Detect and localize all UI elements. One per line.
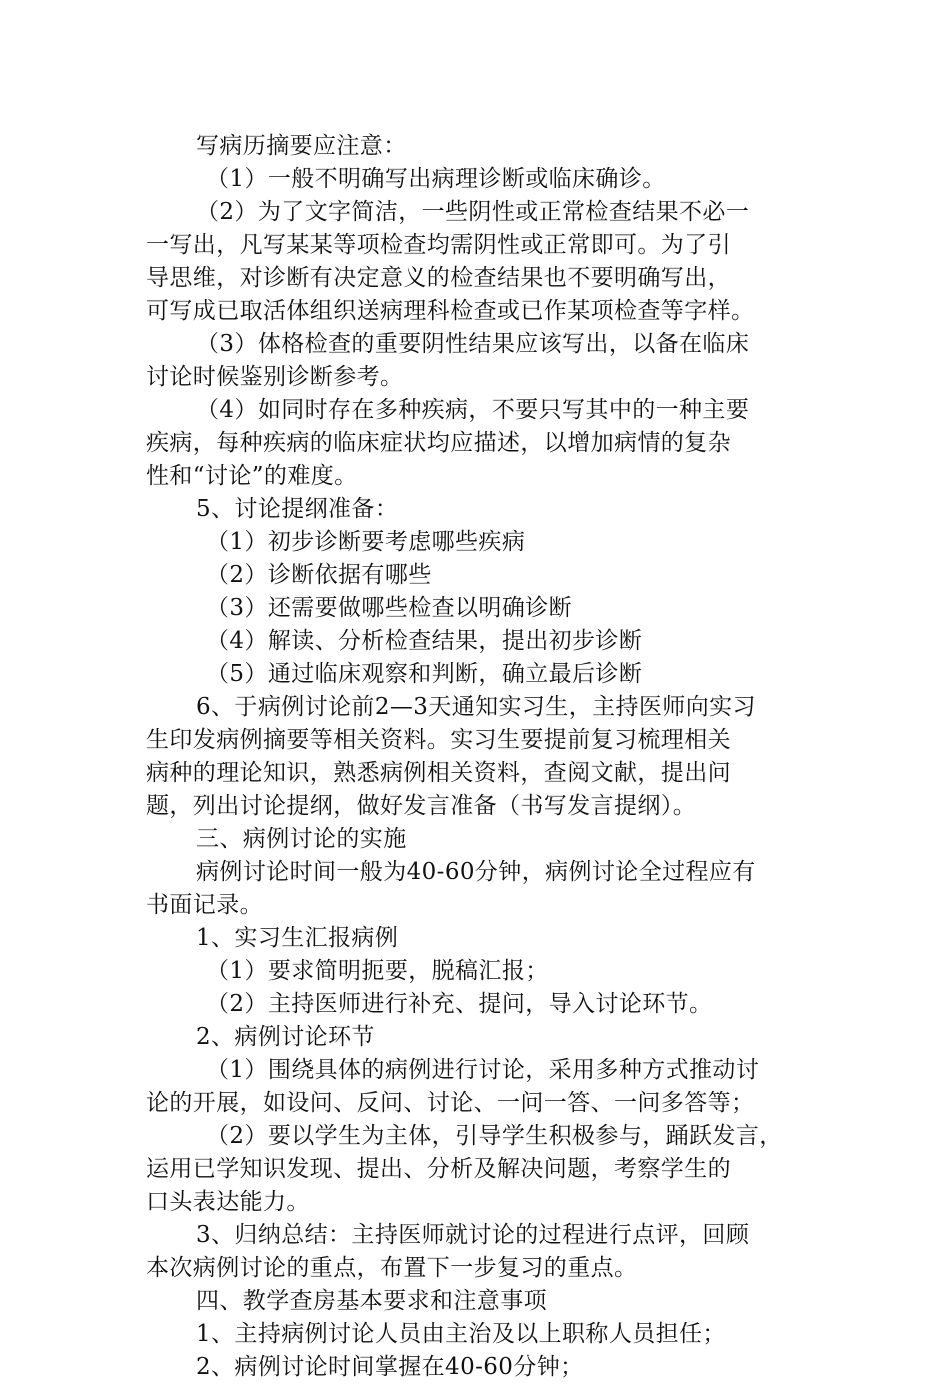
text-line: 三、病例讨论的实施 (196, 826, 407, 852)
text-line: 病种的理论知识，熟悉病例相关资料，查阅文献，提出问 (146, 760, 731, 786)
text-line: 生印发病例摘要等相关资料。实习生要提前复习梳理相关 (146, 727, 731, 753)
text-line: 5、讨论提纲准备： (196, 496, 399, 522)
text-line: （5）通过临床观察和判断，确立最后诊断 (206, 661, 643, 687)
text-line: 1、主持病例讨论人员由主治及以上职称人员担任； (196, 1321, 726, 1347)
text-line: 本次病例讨论的重点，布置下一步复习的重点。 (146, 1255, 638, 1281)
text-line: （1）初步诊断要考虑哪些疾病 (206, 529, 526, 555)
text-line: 论的开展，如设问、反问、讨论、一问一答、一问多答等； (146, 1090, 755, 1116)
text-line: 病例讨论时间一般为40-60分钟，病例讨论全过程应有 (196, 859, 756, 885)
text-line: 书面记录。 (146, 892, 263, 918)
text-line: （3）体格检查的重要阴性结果应该写出，以备在临床 (196, 331, 750, 357)
text-line: （2）诊断依据有哪些 (206, 562, 432, 588)
text-line: （2）为了文字简洁，一些阴性或正常检查结果不必一 (196, 199, 750, 225)
text-line: （3）还需要做哪些检查以明确诊断 (206, 595, 573, 621)
document-body (146, 130, 806, 1384)
text-line: 口头表达能力。 (146, 1189, 310, 1215)
text-line: 2、病例讨论时间掌握在40-60分钟； (196, 1354, 584, 1380)
text-line: （2）要以学生为主体，引导学生积极参与，踊跃发言， (206, 1123, 783, 1149)
text-line: 疾病，每种疾病的临床症状均应描述，以增加病情的复杂 (146, 430, 731, 456)
text-line: 3、归纳总结：主持医师就讨论的过程进行点评，回顾 (196, 1222, 750, 1248)
text-line: （4）解读、分析检查结果，提出初步诊断 (206, 628, 643, 654)
text-line: 1、实习生汇报病例 (196, 925, 399, 951)
text-line: 题，列出讨论提纲，做好发言准备（书写发言提纲）。 (146, 793, 697, 819)
text-line: （2）主持医师进行补充、提问，导入讨论环节。 (206, 991, 713, 1017)
text-line: 写病历摘要应注意： (196, 133, 407, 159)
text-line: 6、于病例讨论前2—3天通知实习生，主持医师向实习 (196, 694, 756, 720)
text-line: 四、教学查房基本要求和注意事项 (196, 1288, 547, 1314)
text-line: 2、病例讨论环节 (196, 1024, 375, 1050)
text-line: 性和“讨论”的难度。 (146, 463, 358, 489)
text-line: 讨论时候鉴别诊断参考。 (146, 364, 404, 390)
text-line: 运用已学知识发现、提出、分析及解决问题，考察学生的 (146, 1156, 731, 1182)
text-line: （1）要求简明扼要，脱稿汇报； (206, 958, 549, 984)
text-line: （4）如同时存在多种疾病，不要只写其中的一种主要 (196, 397, 750, 423)
text-line: 一写出，凡写某某等项检查均需阴性或正常即可。为了引 (146, 232, 731, 258)
text-line: 可写成已取活体组织送病理科检查或已作某项检查等字样。 (146, 298, 755, 324)
text-line: （1）围绕具体的病例进行讨论，采用多种方式推动讨 (206, 1057, 760, 1083)
text-line: （1）一般不明确写出病理诊断或临床确诊。 (206, 166, 666, 192)
text-line: 导思维，对诊断有决定意义的检查结果也不要明确写出， (146, 265, 731, 291)
